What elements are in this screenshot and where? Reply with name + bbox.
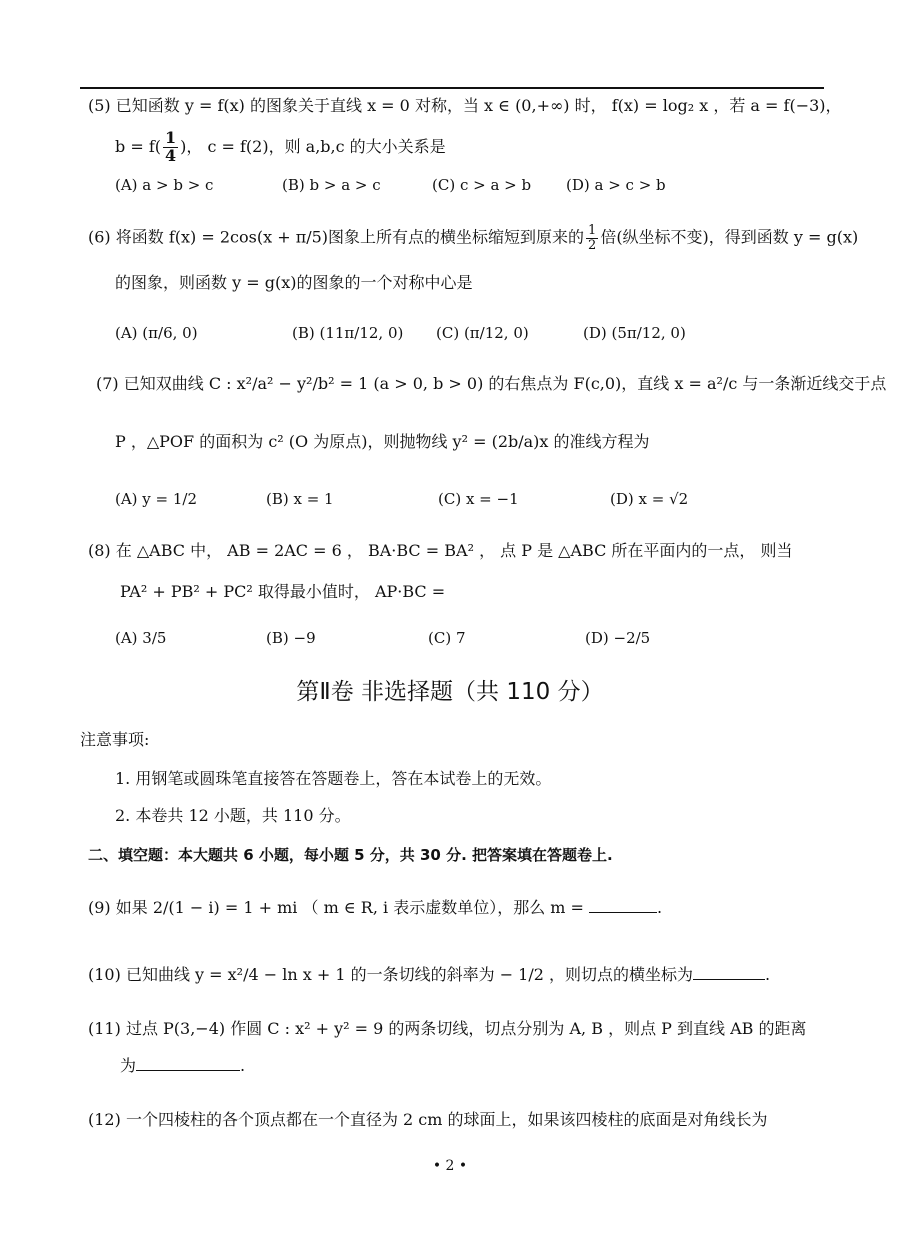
- q8-line1: (8) 在 △ABC 中， AB = 2AC = 6 ， BA·BC = BA² ， 点 P 是 △ABC 所在平面内的一点， 则当: [88, 541, 793, 560]
- top-rule: [80, 87, 824, 89]
- q6-line2: 的图象，则函数 y = g(x)的图象的一个对称中心是: [115, 273, 473, 292]
- q5-choice-d: (D) a > c > b: [566, 176, 666, 194]
- notice-item-1: 1. 用钢笔或圆珠笔直接答在答题卷上，答在本试卷上的无效。: [115, 769, 552, 788]
- q5-line1: (5) 已知函数 y = f(x) 的图象关于直线 x = 0 对称，当 x ∈ (0,+∞) 时， f(x) = log₂ x ，若 a = f(−3)，: [88, 96, 842, 115]
- page-number: • 2 •: [432, 1158, 468, 1174]
- q8-choice-a: (A) 3/5: [115, 629, 167, 647]
- q7-choice-c: (C) x = −1: [438, 490, 519, 508]
- q7-choice-d: (D) x = √2: [610, 490, 689, 508]
- q9-answer-blank[interactable]: [589, 898, 657, 913]
- notice-item-2: 2. 本卷共 12 小题，共 110 分。: [115, 806, 351, 825]
- q5-choice-a: (A) a > b > c: [115, 176, 214, 194]
- q7-choice-a: (A) y = 1/2: [115, 490, 198, 508]
- q10-answer-blank[interactable]: [693, 965, 765, 980]
- q8-line2: PA² + PB² + PC² 取得最小值时， AP·BC =: [120, 582, 446, 601]
- q7-line2: P ，△POF 的面积为 c² (O 为原点)，则抛物线 y² = (2b/a)x 的准线方程为: [115, 432, 650, 451]
- q6-choice-a: (A) (π/6, 0): [115, 324, 198, 342]
- notice-heading: 注意事项:: [80, 730, 150, 749]
- part2-title: 第Ⅱ卷 非选择题（共 110 分）: [296, 679, 604, 705]
- q11-line2: 为 .: [120, 1056, 246, 1075]
- q7-line1: (7) 已知双曲线 C : x²/a² − y²/b² = 1 (a > 0, b > 0) 的右焦点为 F(c,0)，直线 x = a²/c 与一条渐近线交于点: [96, 374, 887, 393]
- q12-line1: (12) 一个四棱柱的各个顶点都在一个直径为 2 cm 的球面上，如果该四棱柱的底面是对角线长为: [88, 1110, 768, 1129]
- q5-fraction: $\frac{1}{4}$: [164, 128, 177, 165]
- q5-line2: b = f( $\frac{1}{4}$ )， c = f(2)，则 a,b,c 的大小关系是: [115, 128, 446, 165]
- q8-choice-b: (B) −9: [266, 629, 316, 647]
- q5-choice-b: (B) b > a > c: [282, 176, 381, 194]
- q7-choice-b: (B) x = 1: [266, 490, 334, 508]
- q11-line1: (11) 过点 P(3,−4) 作圆 C : x² + y² = 9 的两条切线，切点分别为 A, B ，则点 P 到直线 AB 的距离: [88, 1019, 807, 1038]
- q6-choice-d: (D) (5π/12, 0): [583, 324, 686, 342]
- q11-answer-blank[interactable]: [136, 1056, 240, 1071]
- q6-choice-b: (B) (11π/12, 0): [292, 324, 404, 342]
- section2-heading: 二、填空题：本大题共 6 小题，每小题 5 分，共 30 分. 把答案填在答题卷上.: [88, 846, 613, 864]
- q6-line1: (6) 将函数 f(x) = 2cos(x + π/5)图象上所有点的横坐标缩短到原来的 $\frac{1}{2}$ 倍(纵坐标不变)，得到函数 y = g(x): [88, 223, 859, 253]
- q8-choice-c: (C) 7: [428, 629, 466, 647]
- q5-choice-c: (C) c > a > b: [432, 176, 532, 194]
- q6-choice-c: (C) (π/12, 0): [436, 324, 529, 342]
- q10-line: (10) 已知曲线 y = x²/4 − ln x + 1 的一条切线的斜率为 − 1/2 ，则切点的横坐标为 .: [88, 965, 771, 984]
- q9-line: (9) 如果 2/(1 − i) = 1 + mi （ m ∈ R, i 表示虚数单位），那么 m = .: [88, 898, 663, 917]
- q8-choice-d: (D) −2/5: [585, 629, 651, 647]
- q6-half-fraction: $\frac{1}{2}$: [588, 223, 597, 253]
